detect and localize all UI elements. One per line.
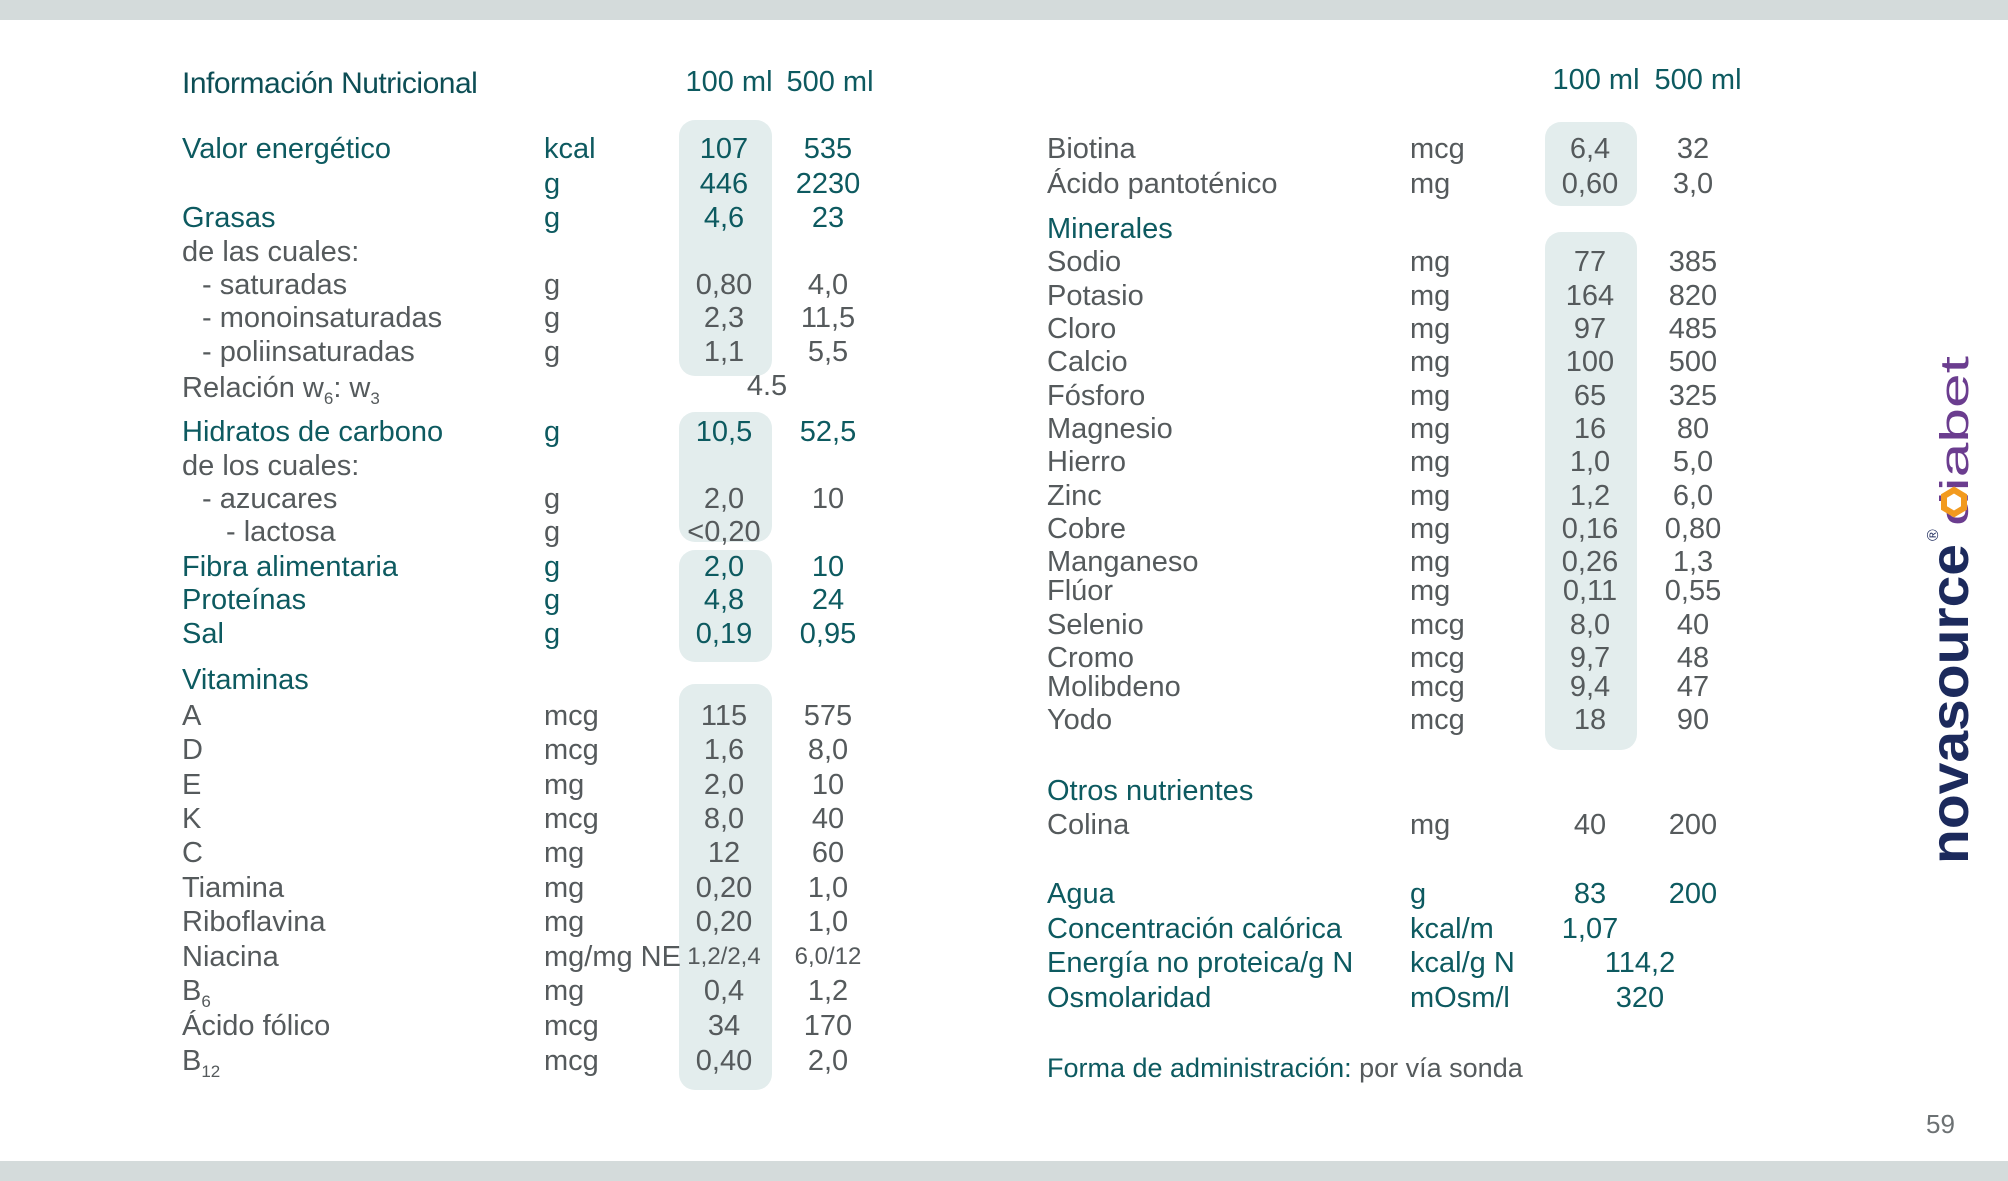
row-label: Colina bbox=[1047, 809, 1130, 841]
value-500ml: 535 bbox=[803, 133, 853, 165]
value-100ml: 0,20 bbox=[695, 906, 753, 938]
row-label: Zinc bbox=[1047, 480, 1102, 512]
value-100ml: 1,2 bbox=[1569, 480, 1611, 512]
row-label: Cromo bbox=[1047, 642, 1135, 674]
value-100ml: 83 bbox=[1573, 878, 1607, 910]
value-500ml: 80 bbox=[1676, 413, 1710, 445]
row-label: Riboflavina bbox=[182, 906, 326, 938]
row-label: $B_{12}$ bbox=[182, 1045, 221, 1081]
value-500ml: 325 bbox=[1668, 380, 1718, 412]
row-label: E bbox=[182, 769, 202, 801]
row-label: D bbox=[182, 734, 203, 766]
row-unit: mg bbox=[1410, 313, 1451, 345]
page-number: 59 bbox=[1926, 1109, 1955, 1139]
value-100ml: 77 bbox=[1573, 246, 1607, 278]
value-500ml: 385 bbox=[1668, 246, 1718, 278]
bottom-band bbox=[0, 1161, 2008, 1181]
row-unit: mg bbox=[1410, 346, 1451, 378]
row-unit: g bbox=[544, 551, 561, 583]
row-label: Magnesio bbox=[1047, 413, 1173, 445]
row-unit: mg bbox=[544, 872, 585, 904]
value-100ml: 12 bbox=[707, 837, 741, 869]
row-unit: mg bbox=[544, 975, 585, 1007]
value-100ml: 8,0 bbox=[1569, 609, 1611, 641]
row-value: 114,2 bbox=[1604, 947, 1676, 979]
row-label: Energía no proteica/g N bbox=[1047, 947, 1354, 979]
row-unit: mcg bbox=[1410, 609, 1465, 641]
row-unit: mg bbox=[1410, 168, 1451, 200]
value-100ml: 0,16 bbox=[1561, 513, 1619, 545]
value-100ml: 40 bbox=[1573, 809, 1607, 841]
row-unit: mg bbox=[1410, 809, 1451, 841]
row-unit: mOsm/l bbox=[1410, 982, 1510, 1014]
value-500ml: 2230 bbox=[795, 168, 861, 200]
other-nutrients-heading: Otros nutrientes bbox=[1047, 775, 1254, 807]
row-unit: mg bbox=[1410, 575, 1451, 607]
row-unit: mg bbox=[1410, 446, 1451, 478]
row-unit: mcg bbox=[544, 1010, 599, 1042]
brand-product: diabet bbox=[1933, 417, 1977, 526]
row-unit: mcg bbox=[1410, 704, 1465, 736]
value-500ml: 52,5 bbox=[799, 416, 857, 448]
value-500ml: 485 bbox=[1668, 313, 1718, 345]
row-unit: g bbox=[544, 516, 561, 548]
row-unit: mcg bbox=[544, 1045, 599, 1077]
col-header-100ml-right: 100 ml bbox=[1552, 64, 1640, 96]
row-unit: g bbox=[544, 168, 561, 200]
value-100ml: 0,40 bbox=[695, 1045, 753, 1077]
value-500ml: 1,0 bbox=[807, 872, 849, 904]
row-unit: mg bbox=[1410, 280, 1451, 312]
value-100ml: 164 bbox=[1565, 280, 1615, 312]
row-unit: g bbox=[544, 269, 561, 301]
row-label: Manganeso bbox=[1047, 546, 1199, 578]
row-unit: mcg bbox=[544, 803, 599, 835]
row-unit: mg bbox=[1410, 246, 1451, 278]
value-100ml: 0,19 bbox=[695, 618, 753, 650]
value-100ml: 2,3 bbox=[703, 302, 745, 334]
row-label: Grasas bbox=[182, 202, 276, 234]
row-label: $B_6$ bbox=[182, 975, 211, 1011]
value-500ml: 0,55 bbox=[1664, 575, 1722, 607]
administration-note: Forma de administración: por vía sonda bbox=[1047, 1053, 1523, 1083]
value-500ml: 500 bbox=[1668, 346, 1718, 378]
row-unit: kcal/g N bbox=[1410, 947, 1515, 979]
value-100ml: 0,4 bbox=[703, 975, 745, 1007]
value-500ml: 1,0 bbox=[807, 906, 849, 938]
row-label: Sodio bbox=[1047, 246, 1122, 278]
row-label: Tiamina bbox=[182, 872, 285, 904]
ratio-value: 4.5 bbox=[746, 370, 788, 402]
value-100ml: <0,20 bbox=[687, 516, 761, 548]
value-100ml: 9,4 bbox=[1569, 671, 1611, 703]
value-100ml: 6,4 bbox=[1569, 133, 1611, 165]
value-100ml: 0,20 bbox=[695, 872, 753, 904]
value-500ml: 5,0 bbox=[1672, 446, 1714, 478]
row-label: Yodo bbox=[1047, 704, 1113, 736]
row-label: Potasio bbox=[1047, 280, 1144, 312]
row-unit: mg bbox=[1410, 480, 1451, 512]
row-unit: mcg bbox=[1410, 642, 1465, 674]
row-unit: mg bbox=[1410, 513, 1451, 545]
brand-logo-svg bbox=[1920, 352, 1980, 867]
value-500ml: 10 bbox=[811, 769, 845, 801]
row-label: Fósforo bbox=[1047, 380, 1146, 412]
row-unit: g bbox=[544, 416, 561, 448]
brand-registered: ® bbox=[1925, 529, 1942, 541]
row-unit: mg bbox=[544, 769, 585, 801]
page-title: Información Nutricional bbox=[182, 67, 478, 100]
brand-name: novasource bbox=[1920, 560, 1980, 864]
row-label: Valor energético bbox=[182, 133, 392, 165]
row-label: C bbox=[182, 837, 203, 869]
row-unit: g bbox=[544, 336, 561, 368]
row-label: Concentración calórica bbox=[1047, 913, 1342, 945]
value-500ml: 10 bbox=[811, 483, 845, 515]
value-500ml: 575 bbox=[803, 700, 853, 732]
row-label: Hidratos de carbono bbox=[182, 416, 444, 448]
row-value: 1,07 bbox=[1561, 913, 1619, 945]
row-label: A bbox=[182, 700, 202, 732]
value-100ml: 107 bbox=[699, 133, 749, 165]
value-100ml: 4,6 bbox=[703, 202, 745, 234]
vitamins-heading: Vitaminas bbox=[182, 664, 309, 696]
value-100ml: 9,7 bbox=[1569, 642, 1611, 674]
row-label: Cloro bbox=[1047, 313, 1117, 345]
row-unit: mg/mg NE bbox=[544, 941, 681, 973]
value-500ml: 40 bbox=[1676, 609, 1710, 641]
value-100ml: 2,0 bbox=[703, 551, 745, 583]
value-100ml: 1,2/2,4 bbox=[687, 943, 761, 970]
row-unit: g bbox=[544, 202, 561, 234]
value-100ml: 446 bbox=[699, 168, 749, 200]
value-500ml: 820 bbox=[1668, 280, 1718, 312]
row-unit: g bbox=[544, 618, 561, 650]
value-100ml: 18 bbox=[1573, 704, 1607, 736]
row-label: Molibdeno bbox=[1047, 671, 1181, 703]
row-label: Selenio bbox=[1047, 609, 1144, 641]
row-unit: kcal/m bbox=[1410, 913, 1494, 945]
row-unit: kcal bbox=[544, 133, 596, 165]
minerals-heading: Minerales bbox=[1047, 213, 1173, 245]
row-unit: mcg bbox=[1410, 671, 1465, 703]
row-label: Osmolaridad bbox=[1047, 982, 1212, 1014]
value-100ml: 4,8 bbox=[703, 584, 745, 616]
value-500ml: 3,0 bbox=[1672, 168, 1714, 200]
value-500ml: 60 bbox=[811, 837, 845, 869]
row-label: K bbox=[182, 803, 202, 835]
value-500ml: 32 bbox=[1676, 133, 1710, 165]
row-label: Calcio bbox=[1047, 346, 1128, 378]
row-label: Cobre bbox=[1047, 513, 1126, 545]
value-100ml: 0,26 bbox=[1561, 546, 1619, 578]
row-label: Fibra alimentaria bbox=[182, 551, 398, 583]
row-label: - poliinsaturadas bbox=[202, 336, 415, 368]
row-unit: mg bbox=[1410, 413, 1451, 445]
row-label: Agua bbox=[1047, 878, 1115, 910]
row-label: Hierro bbox=[1047, 446, 1126, 478]
value-100ml: 16 bbox=[1573, 413, 1607, 445]
row-label: Ácido pantoténico bbox=[1047, 168, 1278, 200]
value-500ml: 1,2 bbox=[807, 975, 849, 1007]
value-100ml: 1,0 bbox=[1569, 446, 1611, 478]
value-500ml: 90 bbox=[1676, 704, 1710, 736]
value-500ml: 24 bbox=[811, 584, 845, 616]
top-band bbox=[0, 0, 2008, 20]
value-500ml: 40 bbox=[811, 803, 845, 835]
row-unit: mcg bbox=[1410, 133, 1465, 165]
row-unit: mg bbox=[544, 906, 585, 938]
value-100ml: 2,0 bbox=[703, 483, 745, 515]
brand-hexagon-icon bbox=[1944, 490, 1964, 514]
value-100ml: 34 bbox=[707, 1010, 741, 1042]
value-500ml: 6,0 bbox=[1672, 480, 1714, 512]
value-100ml: 1,1 bbox=[703, 336, 745, 368]
row-unit: g bbox=[1410, 878, 1427, 910]
value-100ml: 100 bbox=[1565, 346, 1615, 378]
value-500ml: 4,0 bbox=[807, 269, 849, 301]
row-label: Niacina bbox=[182, 941, 279, 973]
row-label: - azucares bbox=[202, 483, 338, 515]
value-500ml: 2,0 bbox=[807, 1045, 849, 1077]
value-100ml: 97 bbox=[1573, 313, 1607, 345]
value-100ml: 115 bbox=[700, 700, 748, 732]
value-500ml: 200 bbox=[1668, 878, 1718, 910]
value-500ml: 0,80 bbox=[1664, 513, 1722, 545]
value-500ml: 23 bbox=[811, 202, 845, 234]
row-value: 320 bbox=[1615, 982, 1665, 1014]
value-100ml: 65 bbox=[1573, 380, 1607, 412]
value-500ml: 47 bbox=[1676, 671, 1710, 703]
row-unit: mcg bbox=[544, 700, 599, 732]
value-500ml: 5,5 bbox=[807, 336, 849, 368]
value-100ml: 10,5 bbox=[695, 416, 753, 448]
value-100ml: 2,0 bbox=[703, 769, 745, 801]
value-500ml: 200 bbox=[1668, 809, 1718, 841]
row-unit: g bbox=[544, 483, 561, 515]
value-100ml: 0,11 bbox=[1562, 575, 1618, 607]
row-label: - lactosa bbox=[226, 516, 336, 548]
value-100ml: 0,60 bbox=[1561, 168, 1619, 200]
row-unit: g bbox=[544, 584, 561, 616]
col-header-500ml-right: 500 ml bbox=[1654, 64, 1742, 96]
value-100ml: 0,80 bbox=[695, 269, 753, 301]
value-500ml: 0,95 bbox=[799, 618, 857, 650]
value-500ml: 10 bbox=[811, 551, 845, 583]
row-label: Ácido fólico bbox=[182, 1010, 331, 1042]
col-header-500ml: 500 ml bbox=[786, 66, 874, 98]
row-unit: mg bbox=[1410, 380, 1451, 412]
row-unit: mg bbox=[544, 837, 585, 869]
value-500ml: 11,5 bbox=[800, 302, 856, 334]
row-label: Proteínas bbox=[182, 584, 307, 616]
value-500ml: 170 bbox=[803, 1010, 853, 1042]
row-label: - saturadas bbox=[202, 269, 348, 301]
value-100ml: 1,6 bbox=[703, 734, 745, 766]
value-500ml: 1,3 bbox=[1672, 546, 1714, 578]
carbs-of-which-label: de los cuales: bbox=[182, 450, 360, 482]
row-label: Biotina bbox=[1047, 133, 1136, 165]
row-label: Sal bbox=[182, 618, 224, 650]
value-500ml: 48 bbox=[1676, 642, 1710, 674]
row-label: - monoinsaturadas bbox=[202, 302, 443, 334]
col-header-100ml: 100 ml bbox=[685, 66, 773, 98]
row-unit: mcg bbox=[544, 734, 599, 766]
fats-of-which-label: de las cuales: bbox=[182, 236, 360, 268]
value-100ml: 8,0 bbox=[703, 803, 745, 835]
brand-logo bbox=[1920, 352, 1980, 867]
row-label: Flúor bbox=[1047, 575, 1114, 607]
value-500ml: 6,0/12 bbox=[794, 943, 862, 970]
value-500ml: 8,0 bbox=[807, 734, 849, 766]
row-unit: g bbox=[544, 302, 561, 334]
row-label: Relación $w_6$: $w_3$ bbox=[182, 372, 380, 408]
row-unit: mg bbox=[1410, 546, 1451, 578]
